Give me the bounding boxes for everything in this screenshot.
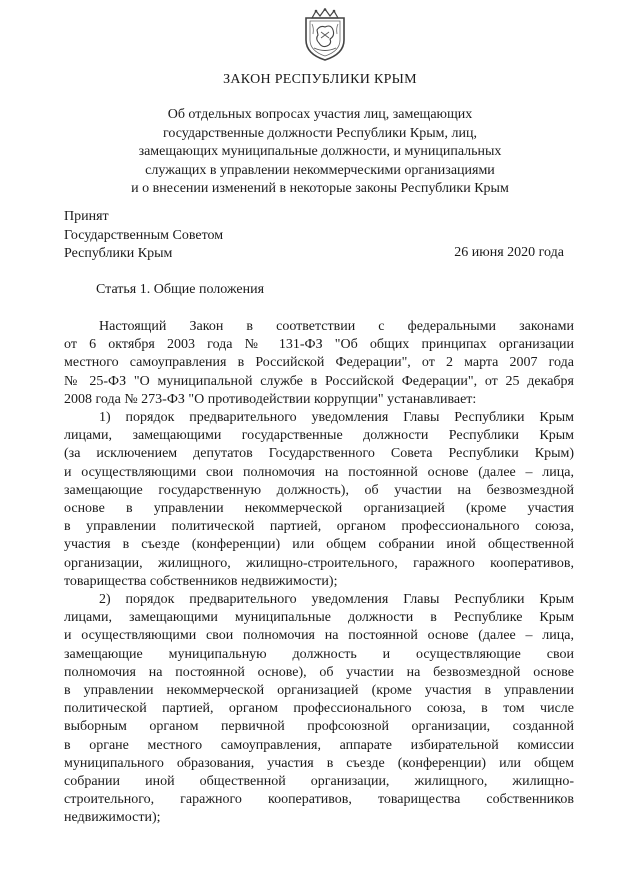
subtitle-line: служащих в управлении некоммерческими организациями xyxy=(145,162,495,178)
list-item-2 xyxy=(64,591,574,828)
text-line: товарищества собственников недвижимости); xyxy=(64,573,338,589)
text-line: недвижимости); xyxy=(64,810,161,826)
text-line: лицами, замещающими государственные должности Республики Крым xyxy=(64,428,574,444)
subtitle-line: и о внесении изменений в некоторые законы Республики Крым xyxy=(131,181,509,197)
text-line: полномочия на постоянной основе), об участии на безвозмездной основе xyxy=(64,664,574,680)
text-line: 2008 года № 273-ФЗ "О противодействии коррупции" устанавливает: xyxy=(64,391,477,407)
text-line: 1) порядок предварительного уведомления Главы Республики Крым xyxy=(99,410,574,426)
text-line: замещающие муниципальную должность и осуществляющие свои xyxy=(64,646,574,662)
subtitle-line: замещающих муниципальные должности, и муниципальных xyxy=(138,144,502,160)
text-line: (за исключением депутатов Государственного Совета Республики Крым) xyxy=(64,446,574,462)
text-line: основе в управлении некоммерческой организацией (кроме участия xyxy=(64,501,574,517)
article-heading: Статья 1. Общие положения xyxy=(96,282,265,297)
law-title: ЗАКОН РЕСПУБЛИКИ КРЫМ xyxy=(223,72,417,87)
text-line: и осуществляющими свои полномочия на постоянной основе (далее – лица, xyxy=(64,464,574,480)
text-line: и осуществляющими свои полномочия на постоянной основе (далее – лица, xyxy=(64,628,574,644)
adoption-line: Республики Крым xyxy=(64,246,173,261)
text-line: организации, жилищного, жилищно-строительного, гаражного кооперативов, xyxy=(64,555,574,571)
text-line: собрании иной общественной организации, жилищного, жилищно- xyxy=(64,774,574,790)
adoption-line: Государственным Советом xyxy=(64,227,224,243)
text-line: местного самоуправления в Российской Федерации", от 2 марта 2007 года xyxy=(64,355,574,371)
text-line: строительного, гаражного кооперативов, товарищества собственников xyxy=(64,792,574,808)
text-line: замещающие государственную должность), об участии на безвозмездной xyxy=(64,482,574,498)
adoption-date: 26 июня 2020 года xyxy=(454,245,564,260)
intro-paragraph xyxy=(64,318,574,409)
list-item-1 xyxy=(64,409,574,591)
text-line: в управлении политической партией, органом профессионального союза, xyxy=(64,519,574,535)
text-line: политической партией, органом профессионального союза, в том числе xyxy=(64,701,574,717)
text-line: лицами, замещающими муниципальные должности в Республике Крым xyxy=(64,610,574,626)
article-body xyxy=(64,318,574,828)
text-line: в управлении некоммерческой организацией (кроме участия в управлении xyxy=(64,683,574,699)
text-line: № 25-ФЗ "О муниципальной службе в Российской Федерации", от 25 декабря xyxy=(64,373,574,389)
subtitle-line: Об отдельных вопросах участия лиц, замещающих xyxy=(167,107,473,122)
text-line: 2) порядок предварительного уведомления Главы Республики Крым xyxy=(99,592,574,608)
text-line: в органе местного самоуправления, аппарате избирательной комиссии xyxy=(64,737,574,753)
adoption-line: Принят xyxy=(64,209,109,224)
crimea-coat-of-arms-icon xyxy=(302,8,348,62)
subtitle-line: государственные должности Республики Крым, лиц, xyxy=(163,125,477,141)
text-line: муниципального образования, участия в съезде (конференции) или общем xyxy=(64,755,574,771)
adoption-block xyxy=(64,208,223,264)
text-line: Настоящий Закон в соответствии с федеральными законами xyxy=(99,319,574,334)
text-line: от 6 октября 2003 года № 131-ФЗ "Об общих принципах организации xyxy=(64,337,574,353)
law-subtitle xyxy=(80,106,560,199)
text-line: выборным органом первичной профсоюзной организации, созданной xyxy=(64,719,574,735)
text-line: участия в съезде (конференции) или общем собрании иной общественной xyxy=(64,537,574,553)
